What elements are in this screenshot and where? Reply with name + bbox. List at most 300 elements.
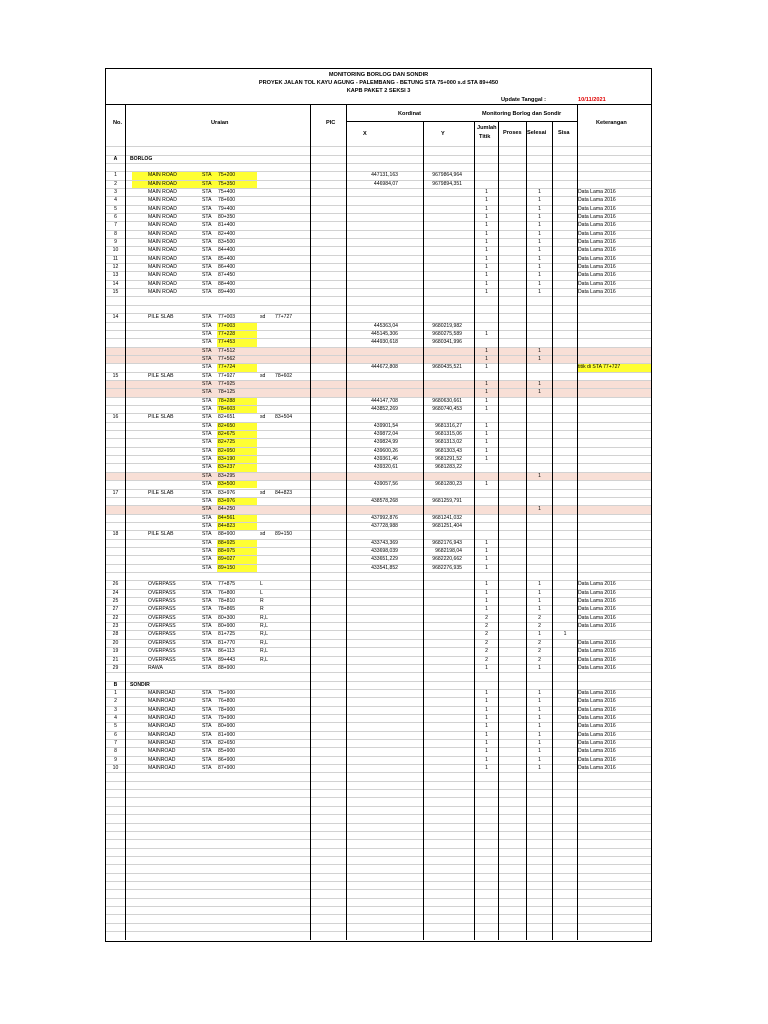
row-sd: sd <box>260 531 266 538</box>
row-sta: STA <box>202 481 212 488</box>
row-gridline <box>106 873 651 874</box>
row-jumlah: 1 <box>485 714 488 721</box>
row-y: 9680630,661 <box>432 397 462 404</box>
table-row <box>106 413 651 421</box>
row-jumlah: 1 <box>485 581 488 588</box>
row-item: MAIN ROAD <box>148 272 177 279</box>
row-jumlah: 1 <box>485 731 488 738</box>
row-station: 83+237 <box>218 464 236 471</box>
table-row <box>106 739 651 747</box>
row-selesai: 1 <box>538 255 541 262</box>
row-keterangan: Data Lama 2016 <box>578 698 616 705</box>
table-row <box>106 447 651 455</box>
row-station: 78+603 <box>218 406 236 412</box>
row-sta: STA <box>202 230 212 237</box>
row-keterangan: Data Lama 2016 <box>578 222 616 229</box>
table-row <box>106 313 651 321</box>
row-sta: STA <box>202 364 212 371</box>
row-jumlah: 1 <box>485 255 488 262</box>
row-station: 88+925 <box>218 539 236 546</box>
row-selesai: 1 <box>538 631 541 638</box>
row-item: MAIN ROAD <box>148 222 177 229</box>
table-row <box>106 372 651 380</box>
table-row <box>106 455 651 463</box>
row-item: MAIN ROAD <box>148 213 177 220</box>
row-selesai: 1 <box>538 598 541 605</box>
row-x: 438578,268 <box>371 497 398 504</box>
row-station: 77+453 <box>218 339 236 346</box>
row-station: 84+400 <box>218 247 236 254</box>
row-no: 12 <box>112 264 119 271</box>
table-row <box>106 530 651 538</box>
row-keterangan: Data Lama 2016 <box>578 731 616 738</box>
row-selesai: 1 <box>538 380 541 387</box>
row-item: OVERPASS <box>148 623 176 630</box>
row-selesai: 1 <box>538 280 541 287</box>
row-sta: STA <box>202 664 212 671</box>
row-jumlah: 2 <box>485 648 488 655</box>
table-row <box>106 205 651 213</box>
row-station: 83+500 <box>218 239 236 245</box>
row-no: 27 <box>112 606 119 613</box>
row-station: 86+113 <box>218 648 235 655</box>
row-keterangan: Data Lama 2016 <box>578 614 616 621</box>
row-jumlah: 1 <box>485 539 488 546</box>
row-selesai: 1 <box>538 239 541 245</box>
row-sd: R,L <box>260 648 268 655</box>
row-jumlah: 1 <box>485 222 488 229</box>
table-row <box>106 180 651 188</box>
row-y: 9680740,453 <box>432 406 462 412</box>
row-keterangan: Data Lama 2016 <box>578 748 616 755</box>
package-title: KAPB PAKET 2 SEKSI 3 <box>346 88 411 94</box>
row-keterangan: titik di STA 77+727 <box>578 364 621 371</box>
row-item: RAWA <box>148 664 163 671</box>
row-keterangan: Data Lama 2016 <box>578 239 616 245</box>
row-sta: STA <box>202 347 212 354</box>
row-gridline <box>106 146 651 147</box>
row-no: 1 <box>114 172 117 179</box>
row-station-to: 83+504 <box>275 414 293 421</box>
row-gridline <box>106 823 651 824</box>
row-item: MAIN ROAD <box>148 264 177 271</box>
row-item: BORLOG <box>130 155 153 162</box>
row-station: 87+450 <box>218 272 236 279</box>
row-jumlah: 1 <box>485 389 488 396</box>
row-x: 439600,26 <box>373 447 398 454</box>
row-item: OVERPASS <box>148 631 176 638</box>
row-selesai: 1 <box>538 272 541 279</box>
row-item: MAINROAD <box>148 689 176 696</box>
table-row <box>106 288 651 296</box>
row-item: OVERPASS <box>148 614 176 621</box>
row-gridline <box>106 296 651 297</box>
row-selesai: 1 <box>538 264 541 271</box>
row-no: 7 <box>114 740 117 746</box>
row-sd: sd <box>260 489 266 496</box>
row-jumlah: 1 <box>485 765 488 772</box>
row-no: 3 <box>114 706 117 713</box>
row-station: 75+350 <box>218 180 236 187</box>
row-selesai: 1 <box>538 289 541 296</box>
row-gridline <box>106 305 651 306</box>
row-y: 9679894,351 <box>432 180 462 187</box>
row-station: 80+300 <box>218 614 236 621</box>
row-station: 75+900 <box>218 689 236 696</box>
row-sta: STA <box>202 380 212 387</box>
row-sd: L <box>260 581 263 588</box>
row-selesai: 1 <box>538 472 541 479</box>
row-item: MAIN ROAD <box>148 239 177 245</box>
row-y: 9681315,06 <box>435 431 462 438</box>
row-no: 3 <box>114 188 117 195</box>
row-no: 28 <box>112 631 119 638</box>
row-gridline <box>106 572 651 573</box>
row-station-to: 84+823 <box>275 489 293 496</box>
table-row <box>106 397 651 405</box>
row-jumlah: 1 <box>485 205 488 212</box>
row-station: 88+900 <box>218 531 236 538</box>
row-selesai: 1 <box>538 205 541 212</box>
row-sta: STA <box>202 531 212 538</box>
header-top-line <box>106 104 651 105</box>
row-station: 87+900 <box>218 765 236 772</box>
row-jumlah: 1 <box>485 289 488 296</box>
row-y: 9681303,43 <box>435 447 462 454</box>
row-jumlah: 1 <box>485 188 488 195</box>
row-jumlah: 1 <box>485 689 488 696</box>
row-sta: STA <box>202 330 212 337</box>
row-no: 6 <box>114 213 117 220</box>
row-gridline <box>106 906 651 907</box>
row-item: MAINROAD <box>148 756 176 763</box>
row-no: 18 <box>112 531 119 538</box>
row-item: MAIN ROAD <box>148 230 177 237</box>
table-row <box>106 514 651 522</box>
table-row <box>106 388 651 396</box>
row-selesai: 1 <box>538 731 541 738</box>
row-sta: STA <box>202 614 212 621</box>
row-selesai: 2 <box>538 623 541 630</box>
row-keterangan: Data Lama 2016 <box>578 247 616 254</box>
row-selesai: 1 <box>538 347 541 354</box>
row-item: MAINROAD <box>148 714 176 721</box>
row-sta: STA <box>202 497 212 504</box>
row-item: OVERPASS <box>148 656 176 663</box>
row-no: 26 <box>112 581 119 588</box>
row-jumlah: 1 <box>485 422 488 429</box>
row-station: 77+562 <box>218 355 236 362</box>
row-selesai: 1 <box>538 247 541 254</box>
row-sd: R,L <box>260 623 268 630</box>
row-keterangan: Data Lama 2016 <box>578 740 616 746</box>
row-sd: sd <box>260 414 266 421</box>
update-date: 10/11/2021 <box>578 97 606 103</box>
row-item: MAINROAD <box>148 748 176 755</box>
row-gridline <box>106 772 651 773</box>
row-y: 9680275,589 <box>432 330 462 337</box>
table-row <box>106 438 651 446</box>
row-sta: STA <box>202 606 212 613</box>
row-station: 79+900 <box>218 714 236 721</box>
row-jumlah: 1 <box>485 547 488 554</box>
table-row <box>106 430 651 438</box>
row-sta: STA <box>202 280 212 287</box>
table-row <box>106 497 651 505</box>
row-sta: STA <box>202 389 212 396</box>
row-station: 89+443 <box>218 656 236 663</box>
row-x: 445363,04 <box>373 322 398 329</box>
row-sd: sd <box>260 372 266 379</box>
row-station: 82+650 <box>218 422 236 429</box>
row-sta: STA <box>202 748 212 755</box>
row-sta: STA <box>202 756 212 763</box>
row-jumlah: 1 <box>485 380 488 387</box>
row-no: 2 <box>114 180 117 187</box>
table-row <box>106 522 651 530</box>
table-row <box>106 764 651 772</box>
row-station: 75+400 <box>218 188 236 195</box>
row-item: OVERPASS <box>148 648 176 655</box>
row-no: 15 <box>112 372 119 379</box>
row-jumlah: 1 <box>485 589 488 596</box>
table-row <box>106 555 651 563</box>
row-keterangan: Data Lama 2016 <box>578 197 616 204</box>
row-jumlah: 1 <box>485 456 488 463</box>
row-sta: STA <box>202 564 212 571</box>
table-row <box>106 731 651 739</box>
col-jumlah: Jumlah <box>477 125 497 131</box>
row-keterangan: Data Lama 2016 <box>578 606 616 613</box>
row-y: 9680435,521 <box>432 364 462 371</box>
row-gridline <box>106 831 651 832</box>
row-station: 83+295 <box>218 472 236 479</box>
row-item: OVERPASS <box>148 581 176 588</box>
row-selesai: 1 <box>538 706 541 713</box>
row-selesai: 1 <box>538 389 541 396</box>
table-row <box>106 664 651 672</box>
row-sta: STA <box>202 706 212 713</box>
row-sta: STA <box>202 765 212 772</box>
row-x: 444930,618 <box>371 339 398 346</box>
table-row <box>106 489 651 497</box>
row-station: 89+400 <box>218 289 236 296</box>
row-jumlah: 1 <box>485 598 488 605</box>
row-station-to: 77+727 <box>275 314 293 321</box>
kordinat-line <box>346 121 474 122</box>
table-row <box>106 589 651 597</box>
row-station: 88+400 <box>218 280 236 287</box>
row-keterangan: Data Lama 2016 <box>578 714 616 721</box>
row-selesai: 1 <box>538 765 541 772</box>
row-x: 445145,306 <box>371 330 398 337</box>
row-selesai: 2 <box>538 614 541 621</box>
table-row <box>106 505 651 513</box>
row-no: B <box>113 681 118 688</box>
row-gridline <box>106 839 651 840</box>
row-sta: STA <box>202 272 212 279</box>
monitoring-sheet <box>105 68 652 942</box>
row-station: 89+150 <box>218 564 236 571</box>
table-row <box>106 271 651 279</box>
row-jumlah: 1 <box>485 723 488 730</box>
row-keterangan: Data Lama 2016 <box>578 623 616 630</box>
col-monitoring: Monitoring Borlog dan Sondir <box>482 111 562 117</box>
row-item: MAIN ROAD <box>148 180 177 187</box>
table-row <box>106 463 651 471</box>
row-selesai: 1 <box>538 222 541 229</box>
table-row <box>106 213 651 221</box>
col-kordinat: Kordinat <box>398 111 421 117</box>
row-sta: STA <box>202 581 212 588</box>
table-row <box>106 605 651 613</box>
table-row <box>106 647 651 655</box>
table-row <box>106 188 651 196</box>
row-sd: R,L <box>260 656 268 663</box>
row-sta: STA <box>202 314 212 321</box>
row-station: 77+925 <box>218 380 236 387</box>
row-sta: STA <box>202 539 212 546</box>
row-gridline <box>106 889 651 890</box>
table-row <box>106 155 651 163</box>
row-no: 20 <box>112 639 119 646</box>
col-selesai: Selesai <box>527 130 547 136</box>
row-station: 78+125 <box>218 389 236 396</box>
row-item: MAIN ROAD <box>148 255 177 262</box>
row-sta: STA <box>202 447 212 454</box>
table-row <box>106 639 651 647</box>
row-selesai: 1 <box>538 689 541 696</box>
table-row <box>106 614 651 622</box>
row-jumlah: 1 <box>485 439 488 446</box>
row-selesai: 2 <box>538 656 541 663</box>
row-gridline <box>106 789 651 790</box>
row-no: 23 <box>112 623 119 630</box>
row-y: 9681316,27 <box>435 422 462 429</box>
row-keterangan: Data Lama 2016 <box>578 188 616 195</box>
row-station: 81+400 <box>218 222 236 229</box>
row-selesai: 1 <box>538 230 541 237</box>
row-keterangan: Data Lama 2016 <box>578 289 616 296</box>
row-keterangan: Data Lama 2016 <box>578 205 616 212</box>
row-x: 433651,229 <box>371 556 398 563</box>
row-sta: STA <box>202 289 212 296</box>
row-item: MAINROAD <box>148 723 176 730</box>
table-row <box>106 280 651 288</box>
row-station: 89+027 <box>218 556 236 563</box>
row-station: 85+900 <box>218 748 236 755</box>
row-no: 8 <box>114 748 117 755</box>
project-title: PROYEK JALAN TOL KAYU AGUNG - PALEMBANG - BETUNG STA 75+000 s.d STA 89+450 <box>258 80 499 86</box>
row-station: 78+900 <box>218 706 236 713</box>
row-selesai: 2 <box>538 639 541 646</box>
table-row <box>106 230 651 238</box>
row-sta: STA <box>202 623 212 630</box>
table-row <box>106 697 651 705</box>
row-station: 83+976 <box>218 489 236 496</box>
row-selesai: 2 <box>538 648 541 655</box>
row-selesai: 1 <box>538 506 541 513</box>
row-station: 82+725 <box>218 439 236 446</box>
row-x: 447131,163 <box>371 172 398 179</box>
row-jumlah: 1 <box>485 447 488 454</box>
row-y: 9681280,23 <box>435 481 462 488</box>
row-keterangan: Data Lama 2016 <box>578 648 616 655</box>
row-no: 4 <box>114 197 117 204</box>
row-station: 77+003 <box>218 314 236 321</box>
row-y: 9682176,943 <box>432 539 462 546</box>
row-y: 9682198,04 <box>435 547 462 554</box>
col-proses: Proses <box>503 130 522 136</box>
row-keterangan: Data Lama 2016 <box>578 765 616 772</box>
table-row <box>106 322 651 330</box>
row-item: OVERPASS <box>148 639 176 646</box>
row-jumlah: 2 <box>485 639 488 646</box>
row-sta: STA <box>202 714 212 721</box>
table-row <box>106 422 651 430</box>
row-x: 439901,54 <box>373 422 398 429</box>
row-keterangan: Data Lama 2016 <box>578 656 616 663</box>
row-sta: STA <box>202 339 212 346</box>
row-no: 1 <box>114 689 117 696</box>
row-jumlah: 1 <box>485 664 488 671</box>
table-row <box>106 246 651 254</box>
row-station: 81+725 <box>218 631 236 638</box>
row-item: PILE SLAB <box>148 489 174 496</box>
table-row <box>106 564 651 572</box>
row-station: 80+900 <box>218 623 236 630</box>
row-station-to: 78+602 <box>275 372 293 379</box>
row-item: MAINROAD <box>148 706 176 713</box>
col-x: X <box>363 131 367 137</box>
row-y: 9681283,22 <box>435 464 462 471</box>
row-no: 11 <box>112 255 119 262</box>
row-sd: R <box>260 606 264 613</box>
row-no: 13 <box>112 272 119 279</box>
row-sta: STA <box>202 514 212 521</box>
row-station: 77+228 <box>218 330 236 337</box>
table-row <box>106 681 651 689</box>
table-row <box>106 355 651 363</box>
row-sta: STA <box>202 422 212 429</box>
row-sta: STA <box>202 172 212 179</box>
row-station: 78+810 <box>218 598 236 605</box>
row-keterangan: Data Lama 2016 <box>578 213 616 220</box>
row-sta: STA <box>202 698 212 705</box>
row-station: 83+500 <box>218 481 236 488</box>
row-keterangan: Data Lama 2016 <box>578 581 616 588</box>
table-row <box>106 255 651 263</box>
row-x: 439320,61 <box>373 464 398 471</box>
row-sta: STA <box>202 431 212 438</box>
row-y: 9681259,791 <box>432 497 462 504</box>
row-sta: STA <box>202 598 212 605</box>
row-gridline <box>106 814 651 815</box>
row-jumlah: 1 <box>485 364 488 371</box>
table-row <box>106 656 651 664</box>
row-y: 9681313,02 <box>435 439 462 446</box>
row-jumlah: 2 <box>485 656 488 663</box>
row-station: 82+950 <box>218 447 236 454</box>
row-station: 78+865 <box>218 606 236 613</box>
row-no: 22 <box>112 614 119 621</box>
row-jumlah: 1 <box>485 230 488 237</box>
row-item: PILE SLAB <box>148 372 174 379</box>
row-sta: STA <box>202 255 212 262</box>
row-sisa: 1 <box>563 631 567 638</box>
row-gridline <box>106 856 651 857</box>
row-jumlah: 1 <box>485 564 488 571</box>
